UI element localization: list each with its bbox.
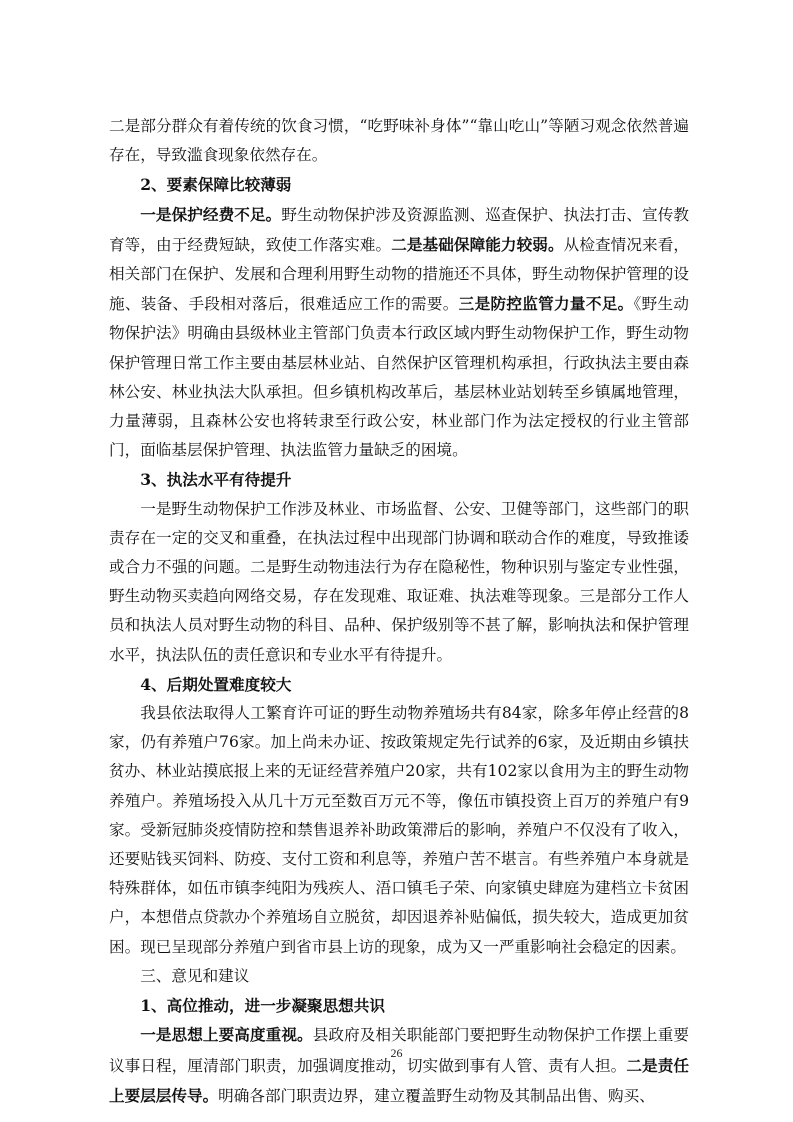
- text-run: 二是部分群众有着传统的饮食习惯，“吃野味补身体”“靠山吃山”等陋习观念依然普遍存在，导致滥食现象依然存在。: [109, 117, 689, 165]
- paragraph: [109, 962, 689, 991]
- bold-lead-phrase: 三是防控监管力量不足。: [458, 294, 634, 314]
- paragraph: [109, 1020, 689, 1111]
- text-run: 野生动物保护涉及资源监测、巡查保护、执法打击、宣传教育等，由于经费短缺，致使工作落实难。: [109, 205, 689, 254]
- bold-lead-phrase: 二是基础保障能力较弱。: [391, 234, 564, 254]
- text-run: 4、后期处置难度较大: [140, 674, 292, 694]
- bold-lead-phrase: 一是保护经费不足。: [140, 204, 282, 224]
- text-run: 从检查情况来看，相关部门在保护、发展和合理利用野生动物的措施还不具体，野生动物保护管理的设施、装备、手段相对落后，很难适应工作的需要。: [109, 235, 689, 314]
- paragraph: [109, 495, 689, 670]
- bold-lead-phrase: 二是责任上要层层传导。: [109, 1055, 689, 1105]
- text-run: 一是野生动物保护工作涉及林业、市场监督、公安、卫健等部门，这些部门的职责存在一定的交叉和重叠，在执法过程中出现部门协调和联动合作的难度，导致推诿或合力不强的问题。二是野生动物违法行为存在隐秘性，物种识别与鉴定专业性强，野生动物买卖趋向网络交易，存在发现难、取证难、执法难等现象。三是部分工作人员和执法人员对野生动物的科目、品种、保护级别等不甚了解，影响执法和保护管理水平，执法队伍的责任意识和专业水平有待提升。: [109, 499, 689, 664]
- document-body: [109, 112, 689, 1111]
- text-run: 1、高位推动，进一步凝聚思想共识: [140, 996, 385, 1016]
- section-heading: [109, 170, 689, 199]
- paragraph: [109, 200, 689, 466]
- text-run: 三、意见和建议: [140, 966, 250, 985]
- paragraph: [109, 112, 689, 170]
- section-heading: [109, 465, 689, 494]
- text-run: 我县依法取得人工繁育许可证的野生动物养殖场共有84家，除多年停止经营的8家，仍有养殖户76家。加上尚未办证、按政策规定先行试养的6家，及近期由乡镇扶贫办、林业站摸底报上来的无证经营养殖户20家，共有102家以食用为主的野生动物养殖户。养殖场投入从几十万元至数百万元不等，像伍市镇投资上百万的养殖户有9家。受新冠肺炎疫情防控和禁售退养补助政策滞后的影响，养殖户不仅没有了收入，还要贴钱买饲料、防疫、支付工资和利息等，养殖户苦不堪言。有些养殖户本身就是特殊群体，如伍市镇李纯阳为残疾人、浯口镇毛子荣、向家镇史肆庭为建档立卡贫困户，本想借点贷款办个养殖场自立脱贫，却因退养补贴偏低，损失较大，造成更加贫困。现已呈现部分养殖户到省市县上访的现象，成为又一严重影响社会稳定的因素。: [109, 704, 689, 956]
- section-heading: [109, 991, 689, 1020]
- bold-lead-phrase: 一是思想上要高度重视。: [140, 1025, 313, 1045]
- text-run: 2、要素保障比较薄弱: [140, 175, 292, 195]
- text-run: 县政府及相关职能部门要把野生动物保护工作摆上重要议事日程，厘清部门职责，加强调度推动，切实做到事有人管、责有人担。: [109, 1026, 689, 1075]
- paragraph: [109, 699, 689, 962]
- text-run: 《野生动物保护法》明确由县级林业主管部门负责本行政区域内野生动物保护工作，野生动物保护管理日常工作主要由基层林业站、自然保护区管理机构承担，行政执法主要由森林公安、林业执法大队承担。但乡镇机构改革后，基层林业站划转至乡镇属地管理，力量薄弱，且森林公安也将转隶至行政公安，林业部门作为法定授权的行业主管部门，面临基层保护管理、执法监管力量缺乏的困境。: [109, 295, 689, 460]
- page-number: 26: [390, 1046, 403, 1060]
- section-heading: [109, 670, 689, 699]
- text-run: 3、执法水平有待提升: [140, 470, 292, 490]
- text-run: 明确各部门职责边界，建立覆盖野生动物及其制品出售、购买、: [218, 1086, 655, 1105]
